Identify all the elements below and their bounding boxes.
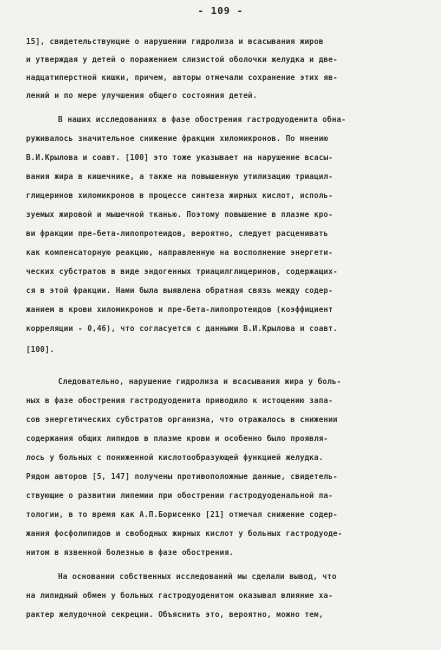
text-line: ных в фазе обострения гастродуоденита приводило к истощению запа- (26, 396, 333, 405)
text-line: корреляции - 0,46), что согласуется с данными В.И.Крылова и соавт. (26, 324, 338, 333)
text-line: ся в этой фракции. Нами была выявлена обратная связь между содер- (26, 286, 333, 295)
text-line: содержания общих липидов в плазме крови и особенно было проявля- (26, 434, 329, 443)
text-line: нитом в язвенной болезнью в фазе обострения. (26, 548, 234, 557)
text-line: глицеринов хиломикронов в процессе синтеза жирных кислот, исполь- (26, 191, 333, 200)
text-line: Следовательно, нарушение гидролиза и всасывания жира у боль- (58, 377, 342, 386)
text-line: лось у больных с пониженной кислотообразующей функцией желудка. (26, 453, 324, 462)
text-line: тологии, в то время как А.П.Борисенко [21] отмечал снижение содер- (26, 510, 338, 519)
text-line: и утверждая у детей о поражением слизистой оболочки желудка и две- (26, 55, 338, 64)
text-line: как компенсаторную реакцию, направленную на восполнение энергети- (26, 248, 333, 257)
text-line: сов энергетических субстратов организма, что отражалось в снижении (26, 415, 338, 424)
text-line: рактер желудочной секреции. Объяснить это, вероятно, можно тем, (26, 610, 324, 619)
text-line: [100]. (26, 345, 55, 354)
text-line: В наших исследованиях в фазе обострения гастродуоденита обна- (58, 115, 347, 124)
text-line: зуемых жировой и мышечной тканью. Поэтому повышение в плазме кро- (26, 210, 333, 219)
text-line: ческих субстратов в виде эндогенных триацилглицеринов, содержащих- (26, 267, 338, 276)
text-line: руживалось значительное снижение фракции хиломикронов. По мнению (26, 134, 329, 143)
text-line: В.И.Крылова и соавт. [100] это тоже указывает на нарушение всасы- (26, 153, 333, 162)
text-line: вания жира в кишечнике, а также на повышенную утилизацию триацил- (26, 172, 333, 181)
text-line: Рядом авторов [5, 147] получены противоположные данные, свидетель- (26, 472, 338, 481)
text-line: на липидный обмен у больных гастродуоденитом оказывал влияние ха- (26, 591, 333, 600)
text-line: лений и по мере улучшения общего состояния детей. (26, 91, 258, 100)
text-line: 15], свидетельствуюцие о нарушении гидролиза и всасывания жиров (26, 37, 324, 46)
text-line: ствующие о развитии липемии при обострении гастродуоденальной па- (26, 491, 333, 500)
text-line: На основании собственных исследований мы сделали вывод, что (58, 572, 337, 581)
page-number: - 109 - (197, 6, 244, 17)
text-line: надцатиперстной кишки, причем, авторы отмечали сохранение этих яв- (26, 73, 338, 82)
text-line: ви фракции пре-бета-липопротеидов, вероятно, следует расценивать (26, 229, 329, 238)
text-line: жанием в крови хиломикронов и пре-бета-липопротеидов (коэффициент (26, 305, 333, 314)
text-line: жания фосфолипидов и свободных жирных кислот у больных гастродуоде- (26, 529, 343, 538)
